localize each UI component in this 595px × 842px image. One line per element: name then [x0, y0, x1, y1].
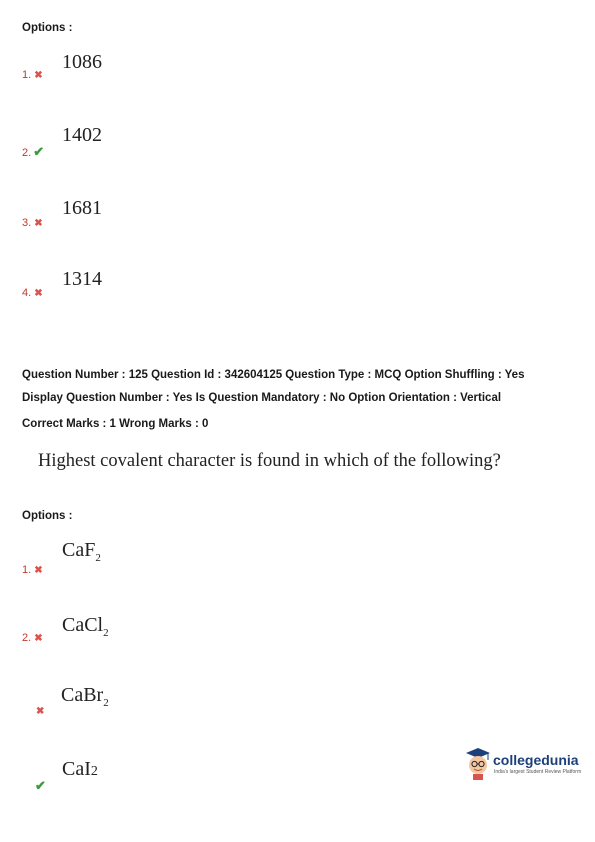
wrong-icon: ✖ — [34, 633, 43, 644]
collegedunia-logo — [464, 746, 582, 782]
option-number — [22, 69, 43, 81]
question-text: Highest covalent character is found in which of the following? — [38, 451, 501, 471]
check-icon: ✔ — [33, 144, 45, 159]
wrong-icon: ✖ — [36, 706, 45, 717]
option-value — [62, 539, 101, 564]
option-value: 1402 — [62, 124, 102, 146]
option-value — [61, 684, 109, 709]
formula-subscript: 2 — [90, 764, 98, 779]
option-number-text: 1. — [22, 564, 32, 576]
option-number — [22, 144, 44, 160]
formula-subscript: 2 — [103, 627, 109, 639]
question-meta-line-2: Display Question Number : Yes Is Question Mandatory : No Option Orientation : Vertical — [22, 392, 502, 404]
option-number — [22, 287, 43, 299]
formula-base: CaCl — [62, 614, 104, 636]
option-number — [33, 705, 44, 717]
wrong-icon: ✖ — [34, 70, 43, 81]
option-number — [22, 632, 43, 644]
wrong-icon: ✖ — [34, 565, 43, 576]
formula-base: CaF — [62, 539, 96, 561]
option-number-text: 3. — [22, 217, 32, 229]
logo-name: collegedunia — [493, 752, 579, 768]
question-meta-line-1: Question Number : 125 Question Id : 342604125 Question Type : MCQ Option Shuffling : Yes — [22, 369, 525, 381]
option-number — [22, 564, 43, 576]
option-value: 1314 — [62, 268, 102, 290]
option-number-text: 2. — [22, 632, 32, 644]
formula-subscript: 2 — [103, 697, 109, 709]
logo-tagline: India's largest Student Review Platform — [494, 769, 582, 775]
options-label: Options : — [22, 510, 73, 522]
graduate-mascot-icon — [464, 746, 492, 780]
option-value — [62, 614, 109, 639]
option-number-text: 4. — [22, 287, 32, 299]
option-number-text: 1. — [22, 69, 32, 81]
formula-base: CaBr — [61, 684, 104, 706]
option-number — [22, 217, 43, 229]
option-number-text: 2. — [22, 147, 32, 159]
wrong-icon: ✖ — [34, 288, 43, 299]
option-number — [33, 778, 46, 794]
check-icon: ✔ — [35, 778, 46, 793]
option-value: 1681 — [62, 197, 102, 219]
formula-base: CaI — [62, 758, 91, 780]
option-value — [62, 758, 98, 781]
formula-subscript: 2 — [95, 552, 101, 564]
options-label: Options : — [22, 22, 73, 34]
wrong-icon: ✖ — [34, 218, 43, 229]
question-meta-line-3: Correct Marks : 1 Wrong Marks : 0 — [22, 418, 209, 430]
option-value: 1086 — [62, 51, 102, 73]
